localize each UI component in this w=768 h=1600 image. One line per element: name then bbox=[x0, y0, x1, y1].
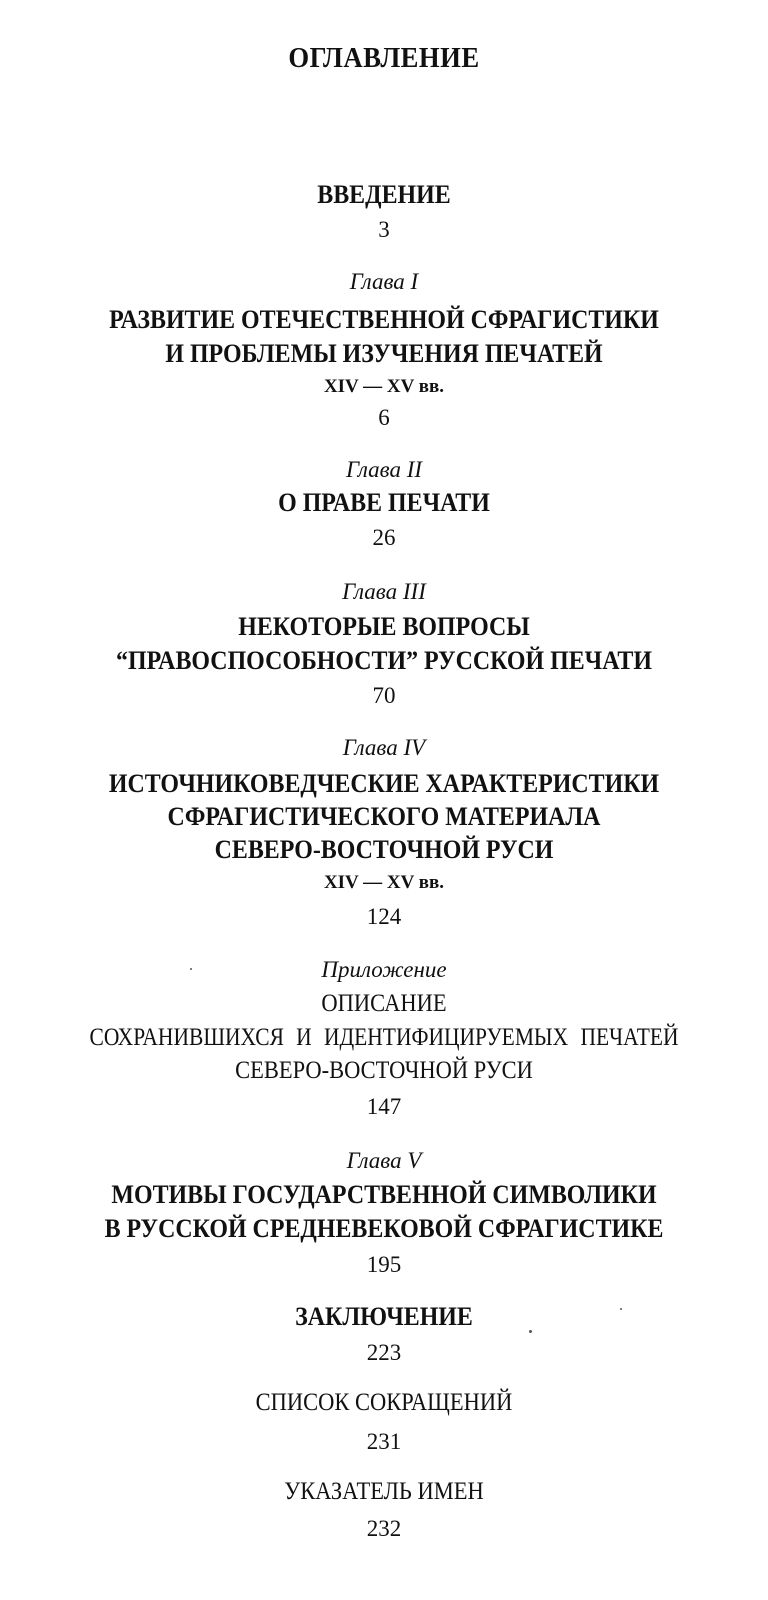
chapter1-heading-line2: И ПРОБЛЕМЫ ИЗУЧЕНИЯ ПЕЧАТЕЙ bbox=[165, 339, 603, 368]
chapter2-page-number: 26 bbox=[372, 525, 396, 550]
chapter4-label: Глава IV bbox=[342, 735, 426, 760]
chapter5-page-number: 195 bbox=[366, 1252, 402, 1277]
chapter4-heading-line1: ИСТОЧНИКОВЕДЧЕСКИЕ ХАРАКТЕРИСТИКИ bbox=[108, 769, 660, 798]
scan-speck bbox=[190, 968, 192, 970]
conclusion-heading: ЗАКЛЮЧЕНИЕ bbox=[295, 1302, 473, 1331]
scan-speck bbox=[620, 1308, 622, 1310]
chapter4-heading-line3: СЕВЕРО-ВОСТОЧНОЙ РУСИ bbox=[214, 835, 554, 864]
chapter5-heading-line2: В РУССКОЙ СРЕДНЕВЕКОВОЙ СФРАГИСТИКЕ bbox=[104, 1214, 664, 1243]
name-index-page-number: 232 bbox=[366, 1516, 402, 1541]
appendix-page-number: 147 bbox=[366, 1094, 402, 1119]
chapter4-century: XIV — XV вв. bbox=[323, 872, 445, 893]
chapter4-heading-line2: СФРАГИСТИЧЕСКОГО МАТЕРИАЛА bbox=[167, 802, 601, 831]
chapter1-century: XIV — XV вв. bbox=[323, 376, 445, 397]
chapter1-page-number: 6 bbox=[378, 405, 390, 430]
introduction-page-number: 3 bbox=[378, 217, 390, 242]
chapter5-label: Глава V bbox=[346, 1148, 422, 1173]
conclusion-page-number: 223 bbox=[366, 1340, 402, 1365]
chapter3-heading-line1: НЕКОТОРЫЕ ВОПРОСЫ bbox=[238, 612, 530, 641]
chapter3-label: Глава III bbox=[342, 579, 426, 604]
chapter3-page-number: 70 bbox=[372, 683, 396, 708]
introduction-heading: ВВЕДЕНИЕ bbox=[317, 180, 451, 209]
page-title: ОГЛАВЛЕНИЕ bbox=[288, 42, 480, 74]
name-index-heading: УКАЗАТЕЛЬ ИМЕН bbox=[284, 1478, 484, 1505]
abbreviations-heading: СПИСОК СОКРАЩЕНИЙ bbox=[255, 1389, 513, 1416]
chapter3-heading-line2: “ПРАВОСПОСОБНОСТИ” РУССКОЙ ПЕЧАТИ bbox=[116, 646, 652, 675]
appendix-heading-line1: ОПИСАНИЕ bbox=[321, 990, 447, 1017]
chapter2-label: Глава II bbox=[345, 457, 423, 482]
scan-speck bbox=[529, 1330, 532, 1333]
chapter5-heading-line1: МОТИВЫ ГОСУДАРСТВЕННОЙ СИМВОЛИКИ bbox=[111, 1180, 657, 1209]
abbreviations-page-number: 231 bbox=[366, 1429, 402, 1454]
chapter2-heading-line1: О ПРАВЕ ПЕЧАТИ bbox=[278, 488, 490, 517]
appendix-heading-line2: СОХРАНИВШИХСЯ И ИДЕНТИФИЦИРУЕМЫХ ПЕЧАТЕЙ bbox=[89, 1024, 679, 1051]
chapter1-heading-line1: РАЗВИТИЕ ОТЕЧЕСТВЕННОЙ СФРАГИСТИКИ bbox=[109, 305, 659, 334]
appendix-label: Приложение bbox=[321, 957, 447, 982]
appendix-heading-line3: СЕВЕРО-ВОСТОЧНОЙ РУСИ bbox=[235, 1057, 533, 1084]
chapter1-label: Глава I bbox=[349, 269, 419, 294]
chapter4-page-number: 124 bbox=[366, 904, 402, 929]
